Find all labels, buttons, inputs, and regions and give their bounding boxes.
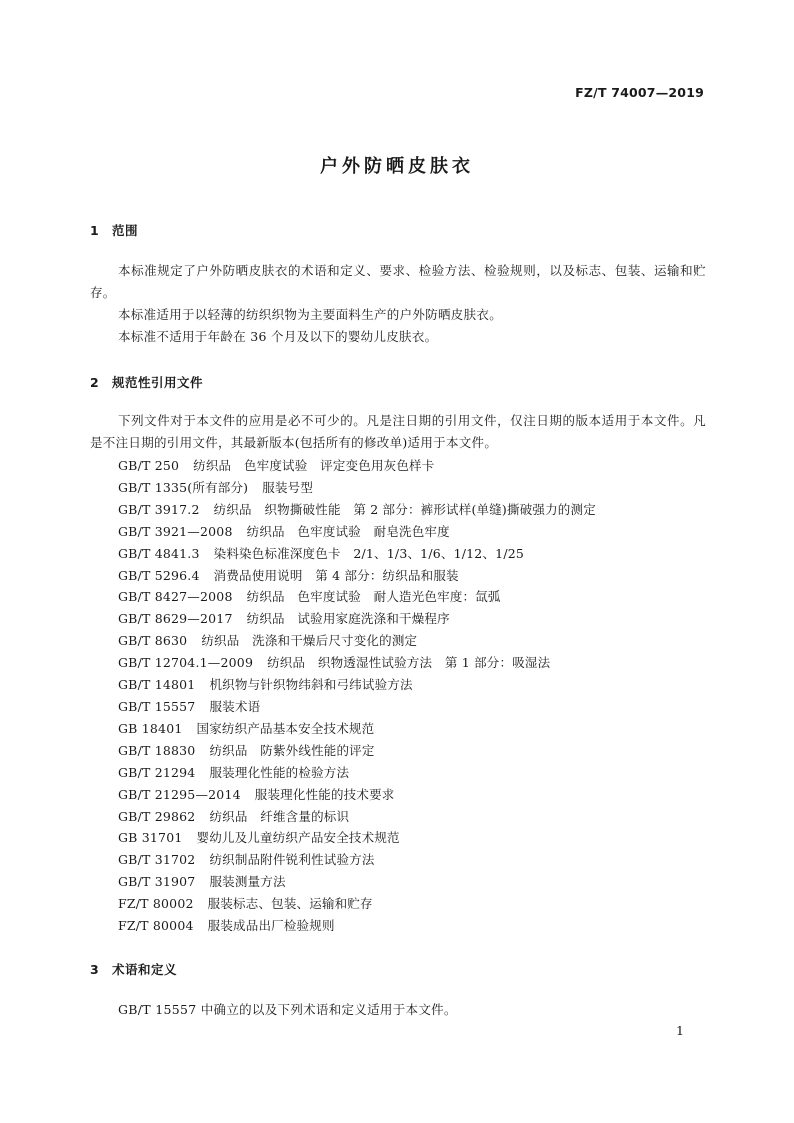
reference-item — [118, 630, 596, 652]
reference-item — [118, 784, 596, 806]
section-number: 2 — [90, 375, 100, 390]
reference-code: GB/T 14801 — [118, 677, 196, 693]
reference-title: 国家纺织产品基本安全技术规范 — [196, 720, 375, 736]
reference-code: GB/T 8630 — [118, 633, 188, 649]
reference-title: 纺织品 纤维含量的标识 — [209, 808, 350, 824]
reference-code: GB/T 31702 — [118, 852, 196, 868]
reference-item — [118, 586, 596, 608]
reference-title: 服装理化性能的检验方法 — [209, 764, 350, 780]
reference-title: 纺织品 织物撕破性能 第 2 部分：裤形试样(单缝)撕破强力的测定 — [213, 501, 596, 517]
section-3-heading — [90, 960, 177, 978]
reference-title: 纺织品 色牢度试验 评定变色用灰色样卡 — [193, 458, 435, 473]
standard-code: FZ/T 74007—2019 — [575, 85, 704, 100]
section-title: 规范性引用文件 — [112, 375, 204, 390]
document-title: 户外防晒皮肤衣 — [320, 156, 474, 177]
reference-code: FZ/T 80004 — [118, 918, 194, 934]
reference-code: GB/T 1335(所有部分) — [118, 479, 249, 495]
reference-code: FZ/T 80002 — [118, 896, 194, 912]
reference-title: 婴幼儿及儿童纺织产品安全技术规范 — [196, 830, 400, 846]
reference-code: GB/T 29862 — [118, 808, 196, 824]
reference-title: 服装测量方法 — [209, 874, 286, 890]
section-2-heading — [90, 373, 203, 391]
reference-title: 纺织品 色牢度试验 耐皂洗色牢度 — [246, 523, 450, 539]
reference-code: GB 18401 — [118, 720, 183, 736]
reference-code: GB 31701 — [118, 830, 183, 846]
reference-code: GB/T 4841.3 — [118, 545, 200, 561]
reference-item — [118, 543, 596, 565]
reference-title: 染料染色标准深度色卡 2/1、1/3、1/6、1/12、1/25 — [213, 545, 525, 561]
reference-code: GB/T 8629—2017 — [118, 611, 233, 627]
reference-title: 纺织品 织物透湿性试验方法 第 1 部分：吸湿法 — [267, 655, 551, 671]
reference-code: GB/T 18830 — [118, 742, 196, 758]
reference-item — [118, 499, 596, 521]
reference-item — [118, 740, 596, 762]
reference-code: GB/T 12704.1—2009 — [118, 655, 254, 671]
reference-item — [118, 762, 596, 784]
section-1-paragraph-3: 本标准不适用于年龄在 36 个月及以下的婴幼儿皮肤衣。 — [118, 329, 438, 344]
section-1-paragraph-1: 本标准规定了户外防晒皮肤衣的术语和定义、要求、检验方法、检验规则，以及标志、包装、运输和贮存。 — [90, 263, 706, 300]
reference-code: GB/T 5296.4 — [118, 567, 200, 583]
reference-item — [118, 455, 596, 477]
reference-item — [118, 696, 596, 718]
reference-title: 纺织制品附件锐利性试验方法 — [209, 852, 375, 868]
reference-code: GB/T 3917.2 — [118, 501, 200, 517]
reference-item — [118, 565, 596, 587]
reference-item — [118, 893, 596, 915]
section-3-paragraph-1: GB/T 15557 中确立的以及下列术语和定义适用于本文件。 — [118, 1002, 457, 1017]
section-title: 术语和定义 — [112, 962, 178, 977]
section-1-heading — [90, 221, 138, 239]
reference-code: GB/T 31907 — [118, 874, 196, 890]
reference-code: GB/T 250 — [118, 458, 180, 473]
reference-item — [118, 652, 596, 674]
reference-item — [118, 849, 596, 871]
section-number: 1 — [90, 223, 100, 238]
section-1-paragraph-2: 本标准适用于以轻薄的纺织织物为主要面料生产的户外防晒皮肤衣。 — [118, 307, 503, 322]
reference-title: 纺织品 防紫外线性能的评定 — [209, 742, 375, 758]
reference-item — [118, 915, 596, 937]
normative-references-list — [118, 455, 596, 937]
reference-code: GB/T 21295—2014 — [118, 786, 241, 802]
reference-title: 服装标志、包装、运输和贮存 — [207, 896, 373, 912]
reference-item — [118, 477, 596, 499]
reference-title: 服装成品出厂检验规则 — [207, 918, 335, 934]
reference-code: GB/T 15557 — [118, 698, 196, 714]
reference-item — [118, 521, 596, 543]
reference-title: 纺织品 试验用家庭洗涤和干燥程序 — [246, 611, 450, 627]
reference-code: GB/T 8427—2008 — [118, 589, 233, 605]
reference-item — [118, 608, 596, 630]
reference-title: 纺织品 色牢度试验 耐人造光色牢度：氙弧 — [246, 589, 501, 605]
reference-item — [118, 827, 596, 849]
reference-title: 服装理化性能的技术要求 — [254, 786, 395, 802]
reference-item — [118, 871, 596, 893]
reference-item — [118, 674, 596, 696]
reference-title: 服装术语 — [209, 698, 261, 714]
section-2-paragraph-1: 下列文件对于本文件的应用是必不可少的。凡是注日期的引用文件，仅注日期的版本适用于本文件。凡是不注日期的引用文件，其最新版本(包括所有的修改单)适用于本文件。 — [90, 413, 706, 450]
reference-code: GB/T 21294 — [118, 764, 196, 780]
section-number: 3 — [90, 962, 100, 977]
reference-item — [118, 806, 596, 828]
reference-item — [118, 718, 596, 740]
page-number: 1 — [676, 1023, 684, 1038]
reference-title: 机织物与针织物纬斜和弓纬试验方法 — [209, 677, 413, 693]
reference-title: 纺织品 洗涤和干燥后尺寸变化的测定 — [201, 633, 418, 649]
reference-code: GB/T 3921—2008 — [118, 523, 233, 539]
reference-title: 服装号型 — [262, 479, 314, 495]
reference-title: 消费品使用说明 第 4 部分：纺织品和服装 — [213, 567, 459, 583]
section-title: 范围 — [112, 223, 139, 238]
